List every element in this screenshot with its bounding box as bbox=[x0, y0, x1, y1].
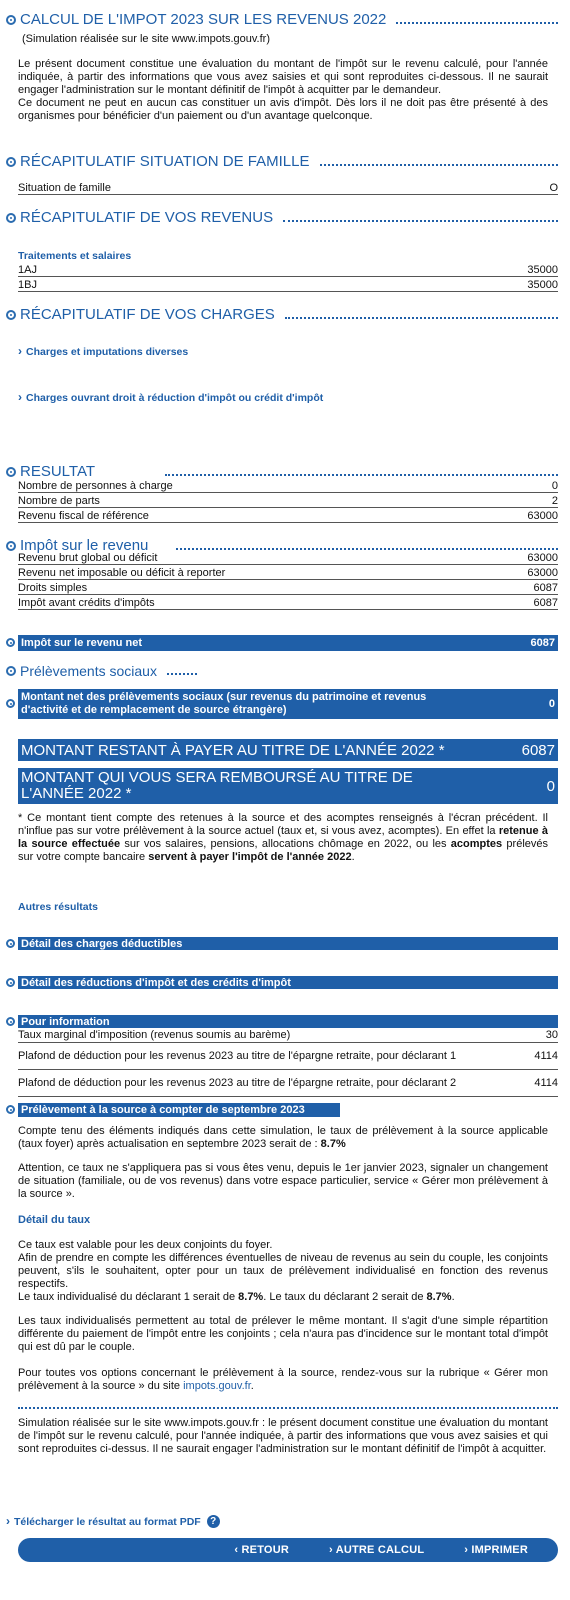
detail-taux-text-3: Pour toutes vos options concernant le prélèvement à la source, rendez-vous sur la rubrique « Gérer mon prélèvement à la source » du site impots.gouv.fr. bbox=[18, 1367, 548, 1392]
bullet-icon bbox=[6, 157, 16, 167]
pas-title-bar: Prélèvement à la source à compter de septembre 2023 bbox=[18, 1103, 340, 1117]
retour-button[interactable]: ‹ RETOUR bbox=[234, 1544, 289, 1556]
dotted-divider bbox=[283, 220, 558, 222]
detail-taux-text: Ce taux est valable pour les deux conjoints du foyer. Afin de prendre en compte les différences éventuelles de niveau de revenus au sein du couple, les conjoints peuvent, s'ils le souhaitent, opter pour un taux de prélèvement individualisé en fonction des revenus respectifs. Le taux individualisé du déclarant 1 serait de 8.7%. Le taux du déclarant 2 serait de 8.7%. bbox=[18, 1239, 548, 1303]
revenu-row: 1AJ 35000 bbox=[18, 264, 558, 276]
montant-note: * Ce montant tient compte des retenues à la source et des acomptes renseignés à l'écran précédent. Il n'influe pas sur votre prélèvement à la source actuel (taux et, si vous avez, acomptes). En effet la retenue à la source effectuée sur vos salaires, pensions, allocations chômage en 2022, ou les acomptes prélevés sur votre compte bancaire servent à payer l'impôt de l'année 2022. bbox=[18, 812, 549, 863]
revenus-section-title: RÉCAPITULATIF DE VOS REVENUS bbox=[6, 204, 558, 226]
bullet-icon bbox=[6, 541, 16, 551]
bullet-icon bbox=[6, 1017, 15, 1026]
montant-rembourse-bar: MONTANT QUI VOUS SERA REMBOURSÉ AU TITRE DE L'ANNÉE 2022 * 0 bbox=[18, 768, 558, 804]
famille-row: Situation de famille O bbox=[18, 182, 558, 194]
pas-text-2: Attention, ce taux ne s'appliquera pas si vous êtes venu, depuis le 1er janvier 2023, signaler un changement de situation (familiale, ou de vos revenus) dans votre espace particulier, service « Gérer mon prélèvement à la source ». bbox=[18, 1162, 548, 1200]
impot-row: Revenu net imposable ou déficit à reporter 63000 bbox=[18, 567, 558, 579]
detail-taux-title: Détail du taux bbox=[18, 1214, 91, 1226]
charges-link-diverses[interactable]: › Charges et imputations diverses bbox=[18, 344, 189, 358]
footer-disclaimer: Simulation réalisée sur le site www.impots.gouv.fr : le présent document constitue une évaluation du montant de l'impôt sur le revenu calculé, pour l'année indiquée, à partir des informations que vous avez saisies et qui sont reproduites ci-dessus. Il ne saurait engager l'administration sur le montant définitif de l'impôt à acquitter. bbox=[18, 1417, 548, 1455]
imprimer-button[interactable]: › IMPRIMER bbox=[464, 1544, 528, 1556]
bullet-icon bbox=[6, 939, 15, 948]
impot-row: Impôt avant crédits d'impôts 6087 bbox=[18, 597, 558, 609]
montant-restant-bar: MONTANT RESTANT À PAYER AU TITRE DE L'ANNÉE 2022 * 6087 bbox=[18, 739, 558, 761]
chevron-right-icon: › bbox=[328, 1544, 336, 1556]
dotted-divider bbox=[18, 1407, 558, 1409]
download-pdf-link[interactable]: › Télécharger le résultat au format PDF ? bbox=[6, 1514, 220, 1528]
resultat-row: Revenu fiscal de référence 63000 bbox=[18, 510, 558, 522]
resultat-row: Nombre de personnes à charge 0 bbox=[18, 480, 558, 492]
disclaimer-text: Le présent document constitue une évaluation du montant de l'impôt sur le revenu calculé, pour l'année indiquée, à partir des informations que vous avez saisies et qui sont reproduites ci-dessous. Il ne saurait engager l'administration sur le montant définitif de l'impôt à acquitter par le demandeur. Ce document ne peut en aucun cas constituer un avis d'impôt. Dès lors il ne doit pas être présenté à des organismes pour bénéficier d'un paiement ou d'un avantage quelconque. bbox=[18, 58, 548, 122]
page-subtitle: (Simulation réalisée sur le site www.impots.gouv.fr) bbox=[22, 33, 270, 45]
bullet-icon bbox=[6, 666, 16, 676]
main-title-row bbox=[6, 6, 558, 28]
impot-net-bar: Impôt sur le revenu net 6087 bbox=[18, 635, 558, 651]
action-bar bbox=[18, 1538, 558, 1562]
info-row: Taux marginal d'imposition (revenus soumis au barème) 30 bbox=[18, 1029, 558, 1041]
autres-resultats-title: Autres résultats bbox=[18, 901, 98, 913]
page-title: CALCUL DE L'IMPOT 2023 SUR LES REVENUS 2022 bbox=[20, 11, 387, 28]
dotted-divider bbox=[165, 474, 558, 476]
bullet-icon bbox=[6, 1105, 15, 1114]
chevron-right-icon: › bbox=[464, 1544, 472, 1556]
bullet-icon bbox=[6, 213, 16, 223]
famille-section-title: RÉCAPITULATIF SITUATION DE FAMILLE bbox=[6, 148, 558, 170]
chevron-right-icon: › bbox=[6, 1514, 10, 1528]
dotted-divider bbox=[285, 317, 558, 319]
charges-section-title: RÉCAPITULATIF DE VOS CHARGES bbox=[6, 301, 558, 323]
impot-row: Revenu brut global ou déficit 63000 bbox=[18, 552, 558, 564]
help-icon[interactable]: ? bbox=[207, 1515, 220, 1528]
detail-reductions-bar[interactable]: Détail des réductions d'impôt et des crédits d'impôt bbox=[18, 976, 558, 989]
bullet-icon bbox=[6, 699, 15, 708]
bullet-icon bbox=[6, 638, 15, 647]
prelevements-bar: Montant net des prélèvements sociaux (sur revenus du patrimoine et revenus d'activité et de remplacement de source étrangère) 0 bbox=[18, 689, 558, 719]
dotted-divider bbox=[396, 22, 558, 24]
detail-charges-bar[interactable]: Détail des charges déductibles bbox=[18, 937, 558, 950]
bullet-icon bbox=[6, 978, 15, 987]
pas-text-1: Compte tenu des éléments indiqués dans cette simulation, le taux de prélèvement à la source applicable (taux foyer) après actualisation en septembre 2023 serait de : 8.7% bbox=[18, 1125, 548, 1150]
info-row: Plafond de déduction pour les revenus 2023 au titre de l'épargne retraite, pour déclarant 2 4114 bbox=[18, 1070, 558, 1097]
resultat-row: Nombre de parts 2 bbox=[18, 495, 558, 507]
impot-row: Droits simples 6087 bbox=[18, 582, 558, 594]
autre-calcul-button[interactable]: › AUTRE CALCUL bbox=[328, 1544, 425, 1556]
revenus-subtitle: Traitements et salaires bbox=[18, 250, 132, 262]
impots-gouv-link[interactable]: impots.gouv.fr bbox=[183, 1380, 251, 1392]
prelevements-section-title: Prélèvements sociaux bbox=[6, 657, 558, 679]
impot-section-title: Impôt sur le revenu bbox=[6, 532, 558, 554]
info-row: Plafond de déduction pour les revenus 2023 au titre de l'épargne retraite, pour déclarant 1 4114 bbox=[18, 1043, 558, 1070]
dotted-divider bbox=[167, 673, 197, 675]
dotted-divider bbox=[320, 164, 559, 166]
bullet-icon bbox=[6, 310, 16, 320]
detail-taux-text-2: Les taux individualisés permettent au total de prélever le même montant. Il s'agit d'une simple répartition différente du paiement de l'impôt entre les conjoints ; cela n'aura pas d'incidence sur le montant total d'impôt qui est dû par le couple. bbox=[18, 1315, 548, 1353]
revenu-row: 1BJ 35000 bbox=[18, 279, 558, 291]
pour-information-bar: Pour information bbox=[18, 1015, 558, 1028]
resultat-section-title: RESULTAT bbox=[6, 458, 558, 480]
bullet-icon bbox=[6, 467, 16, 477]
chevron-right-icon: › bbox=[18, 344, 22, 358]
chevron-left-icon: ‹ bbox=[234, 1544, 242, 1556]
bullet-icon bbox=[6, 15, 16, 25]
charges-link-reduction[interactable]: › Charges ouvrant droit à réduction d'impôt ou crédit d'impôt bbox=[18, 390, 324, 404]
chevron-right-icon: › bbox=[18, 390, 22, 404]
